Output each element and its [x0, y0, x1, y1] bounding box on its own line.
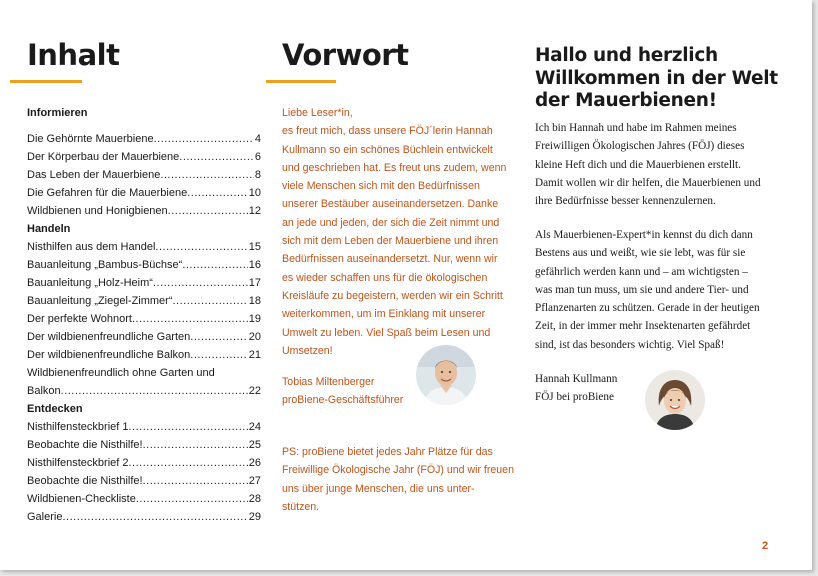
- ps-note: PS: proBiene bietet jedes Jahr Plätze für das Freiwillige Ökologische Jahr (FÖJ) und wir freuen uns über junge Menschen, die uns unter- stützen.: [282, 446, 514, 513]
- toc-section-heading: Handeln: [27, 223, 71, 235]
- toc-entry[interactable]: Der wildbienenfreundliche Garten ..... 20: [27, 328, 261, 346]
- toc-entry[interactable]: Der Körperbau der Mauerbiene ..... 6: [27, 148, 261, 166]
- toc-entry[interactable]: Galerie ..... 29: [27, 508, 261, 526]
- toc-entry[interactable]: Wildbienenfreundlich ohne Garten und Balkon ..... 22: [27, 364, 261, 400]
- vorwort-title: Vorwort: [282, 38, 409, 72]
- toc-entry[interactable]: Beobachte die Nisthilfe! ..... 27: [27, 472, 261, 490]
- toc-section-heading: Informieren: [27, 107, 88, 119]
- vorwort-text: Liebe Leser*in, es freut mich, dass unsere FÖJ´lerin Hannah Kullmann so ein schönes Büchlein entwickelt und geschrieben hat. Es freut uns zudem, wenn viele Menschen sich mit den Bedürfnissen unserer Bestäuber auseinandersetzen. Danke an jede und jeden, der sich die Zeit nimmt und sich mit dem Leben der Mauerbiene und ihren Bedürfnissen auseinandersetzt. Nur, wenn wir es wieder schaffen uns für die ökologischen Kreisläufe zu begeistern, werden wir ein Schritt weiterkommen, um im Einklang mit unserer Umwelt zu leben. Viel Spaß beim Lesen und Umsetzen!: [282, 107, 507, 357]
- toc-entry[interactable]: Der wildbienenfreundliche Balkon ..... 21: [27, 346, 261, 364]
- toc-entry[interactable]: Nisthilfen aus dem Handel ..... 15: [27, 238, 261, 256]
- toc-title-underline: [10, 80, 82, 83]
- toc-entry[interactable]: Der perfekte Wohnort ..... 19: [27, 310, 261, 328]
- avatar-tobias-photo: [416, 345, 476, 405]
- vorwort-title-underline: [266, 80, 336, 83]
- toc-entry[interactable]: Das Leben der Mauerbiene ..... 8: [27, 166, 261, 184]
- toc-entry[interactable]: Wildbienen-Checkliste ..... 28: [27, 490, 261, 508]
- toc-entry[interactable]: Bauanleitung „Holz-Heim“ ..... 17: [27, 274, 261, 292]
- toc-entry[interactable]: Bauanleitung „Bambus-Büchse“ ..... 16: [27, 256, 261, 274]
- toc-entry[interactable]: Wildbienen und Honigbienen ..... 12: [27, 202, 261, 220]
- welcome-title: Hallo und herzlich Willkommen in der Welt der Mauerbienen!: [535, 45, 778, 111]
- vorwort-signature: Tobias Miltenberger proBiene-Geschäftsführer: [282, 376, 404, 407]
- toc-entry[interactable]: Die Gefahren für die Mauerbiene ..... 10: [27, 184, 261, 202]
- toc-entry[interactable]: Beobachte die Nisthilfe! ..... 25: [27, 436, 261, 454]
- toc-entry[interactable]: Nisthilfensteckbrief 1 ..... 24: [27, 418, 261, 436]
- table-of-contents: [27, 104, 261, 526]
- welcome-signature: Hannah Kullmann FÖJ bei proBiene: [535, 373, 618, 404]
- toc-entry[interactable]: Bauanleitung „Ziegel-Zimmer“ ..... 18: [27, 292, 261, 310]
- toc-entry[interactable]: Die Gehörnte Mauerbiene ..... 4: [27, 130, 261, 148]
- welcome-paragraph-1: Ich bin Hannah und habe im Rahmen meines Freiwilligen Ökologischen Jahres (FÖJ) dieses kleine Heft dich und die Mauerbienen erstellt. Damit wollen wir dir helfen, die Mauerbienen und ihre Bedürfnisse besser kennenzulernen.: [535, 122, 761, 208]
- avatar-hannah-photo: [645, 370, 705, 430]
- toc-entry[interactable]: Nisthilfensteckbrief 2 ..... 26: [27, 454, 261, 472]
- toc-section-heading: Entdecken: [27, 403, 83, 415]
- welcome-paragraph-2: Als Mauerbienen-Expert*in kennst du dich dann Bestens aus und weißt, wie sie lebt, was für sie gefährlich werden kann und – am wichtigsten – was man tun muss, um sie und andere Tier- und Pflanzenarten zu schützen. Gerade in der heutigen Zeit, in der immer mehr Insektenarten gefährdet sind, ist das besonders wichtig. Viel Spaß!: [535, 229, 760, 351]
- page-number: 2: [762, 540, 769, 552]
- toc-title: Inhalt: [27, 38, 120, 72]
